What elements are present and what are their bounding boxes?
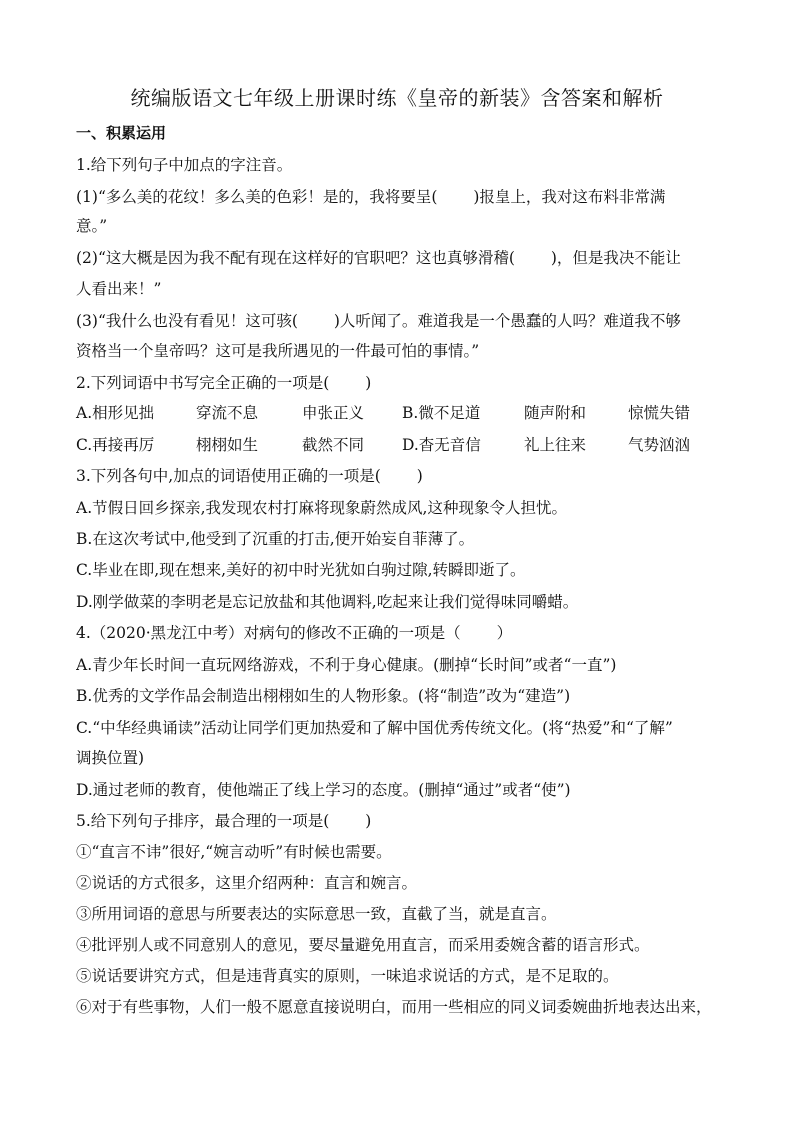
question-2-options-row-2	[76, 433, 726, 457]
question-5-sentence-2: ②说话的方式很多，这里介绍两种：直言和婉言。	[76, 874, 418, 892]
question-4-option-a: A.青少年长时间一直玩网络游戏，不利于身心健康。(删掉“长时间”或者“一直”)	[76, 656, 617, 674]
question-5-stem: 5.给下列句子排序，最合理的一项是( )	[76, 812, 372, 830]
option-word: 穿流不息	[196, 404, 259, 422]
option-word: B.微不足道	[402, 404, 481, 422]
question-3-option-d: D.刚学做菜的李明老是忘记放盐和其他调料,吃起来让我们觉得味同嚼蜡。	[76, 593, 579, 611]
question-4-option-c-line-2: 调换位置)	[76, 749, 145, 767]
question-3-option-c: C.毕业在即,现在想来,美好的初中时光犹如白驹过隙,转瞬即逝了。	[76, 561, 526, 579]
question-2-stem: 2.下列词语中书写完全正确的一项是( )	[76, 374, 372, 392]
option-word: 礼上往来	[524, 436, 587, 454]
question-1-sentence-3-line-1: (3)“我什么也没有看见！这可骇( )人听闻了。难道我是一个愚蠢的人吗？难道我不够	[76, 312, 681, 330]
question-1-stem: 1.给下列句子中加点的字注音。	[76, 156, 293, 174]
question-4-option-c-line-1: C.“中华经典诵读”活动让同学们更加热爱和了解中国优秀传统文化。(将“热爱”和“了解”	[76, 719, 673, 737]
question-3-option-b: B.在这次考试中,他受到了沉重的打击,便开始妄自菲薄了。	[76, 530, 475, 548]
option-word: 惊慌失错	[628, 404, 691, 422]
question-1-sentence-3-line-2: 资格当一个皇帝吗？这可是我所遇见的一件最可怕的事情。”	[76, 342, 480, 360]
option-word: 气势汹汹	[628, 436, 691, 454]
option-word: 截然不同	[302, 436, 365, 454]
question-2-options-row-1	[76, 401, 726, 425]
question-5-sentence-1: ①“直言不讳”很好,“婉言动听”有时候也需要。	[76, 843, 392, 861]
option-word: C.再接再厉	[76, 436, 155, 454]
option-word: D.杳无音信	[402, 436, 481, 454]
question-5-sentence-5: ⑤说话要讲究方式，但是违背真实的原则，一味追求说话的方式，是不足取的。	[76, 967, 619, 985]
question-4-option-b: B.优秀的文学作品会制造出栩栩如生的人物形象。(将“制造”改为“建造”)	[76, 687, 571, 705]
option-word: 随声附和	[524, 404, 587, 422]
question-1-sentence-2-line-2: 人看出来！”	[76, 280, 162, 298]
document-title: 统编版语文七年级上册课时练《皇帝的新装》含答案和解析	[130, 86, 664, 110]
section-heading-accumulation: 一、积累运用	[76, 124, 167, 142]
question-5-sentence-4: ④批评别人或不同意别人的意见，要尽量避免用直言，而采用委婉含蓄的语言形式。	[76, 936, 650, 954]
option-word: 栩栩如生	[196, 436, 259, 454]
question-5-sentence-6: ⑥对于有些事物，人们一般不愿意直接说明白，而用一些相应的同义词委婉曲折地表达出来，	[76, 998, 712, 1016]
option-word: A.相形见拙	[76, 404, 155, 422]
option-word: 申张正义	[302, 404, 365, 422]
question-3-stem: 3.下列各句中,加点的词语使用正确的一项是( )	[76, 467, 423, 485]
question-1-sentence-2-line-1: (2)“这大概是因为我不配有现在这样好的官职吧？这也真够滑稽( )，但是我决不能让	[76, 249, 681, 267]
question-1-sentence-1-line-2: 意。”	[76, 217, 108, 235]
question-4-option-d: D.通过老师的教育，使他端正了线上学习的态度。(删掉“通过”或者“使”)	[76, 781, 571, 799]
question-1-sentence-1-line-1: (1)“多么美的花纹！多么美的色彩！是的，我将要呈( )报皇上，我对这布料非常满	[76, 188, 666, 206]
question-5-sentence-3: ③所用词语的意思与所要表达的实际意思一致，直截了当，就是直言。	[76, 905, 557, 923]
question-4-stem: 4.（2020·黑龙江中考）对病句的修改不正确的一项是（ ）	[76, 624, 513, 642]
question-3-option-a: A.节假日回乡探亲,我发现农村打麻将现象蔚然成风,这种现象令人担忧。	[76, 499, 567, 517]
